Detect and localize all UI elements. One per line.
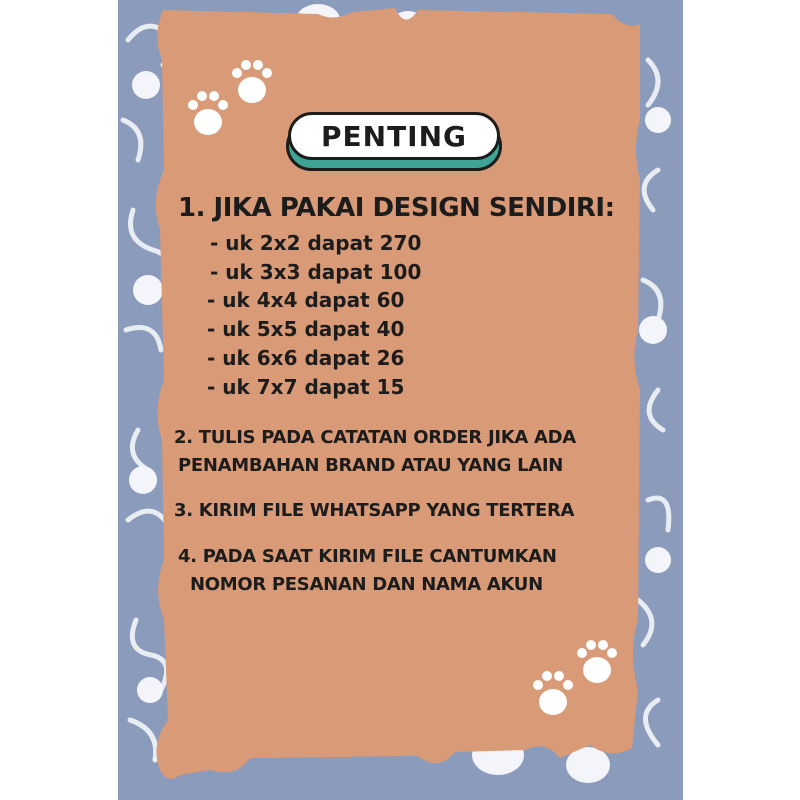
paw-icon [180, 60, 280, 150]
rule-4-line-1: 4. PADA SAAT KIRIM FILE CANTUMKAN [178, 546, 557, 567]
size-item: - uk 3x3 dapat 100 [210, 260, 422, 284]
badge-face [288, 112, 500, 160]
important-badge [288, 112, 498, 158]
size-item: - uk 4x4 dapat 60 [207, 288, 405, 312]
badge-label: PENTING [320, 119, 467, 153]
size-item: - uk 6x6 dapat 26 [207, 346, 405, 370]
rule-2-line-1: 2. TULIS PADA CATATAN ORDER JIKA ADA [174, 427, 576, 448]
rule-2-line-2: PENAMBAHAN BRAND ATAU YANG LAIN [178, 455, 564, 476]
paw-icon [525, 640, 625, 730]
rule-3-line-1: 3. KIRIM FILE WHATSAPP YANG TERTERA [174, 500, 575, 521]
size-item: - uk 5x5 dapat 40 [207, 317, 405, 341]
rule-4-line-2: NOMOR PESANAN DAN NAMA AKUN [190, 574, 543, 595]
size-item: - uk 2x2 dapat 270 [210, 231, 422, 255]
rule-1-heading: 1. JIKA PAKAI DESIGN SENDIRI: [178, 193, 615, 223]
size-item: - uk 7x7 dapat 15 [207, 375, 405, 399]
